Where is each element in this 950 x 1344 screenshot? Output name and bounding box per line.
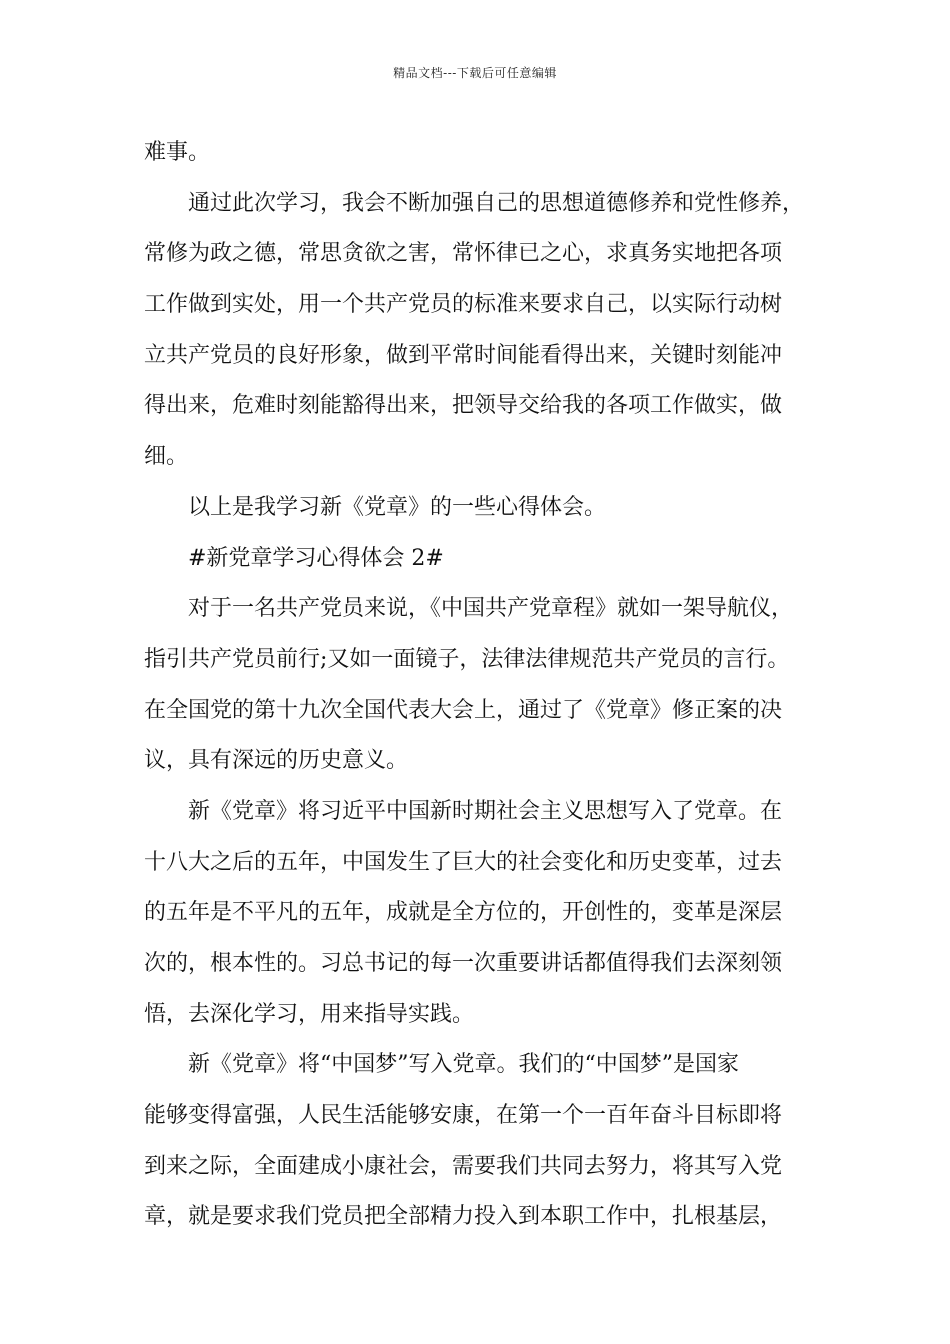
text-line: 指引共产党员前行;又如一面镜子，法律法律规范共产党员的言行。	[144, 646, 790, 672]
text-line: 通过此次学习，我会不断加强自己的思想道德修养和党性修养，	[188, 190, 805, 216]
text-line: 新《党章》将习近平中国新时期社会主义思想写入了党章。在	[188, 798, 783, 824]
text-line: 议，具有深远的历史意义。	[144, 748, 409, 774]
text-line: 细。	[144, 444, 189, 470]
text-line: 十八大之后的五年，中国发生了巨大的社会变化和历史变革，过去	[144, 849, 783, 875]
text-line: 次的，根本性的。习总书记的每一次重要讲话都值得我们去深刻领	[144, 951, 783, 976]
text-line: 章，就是要求我们党员把全部精力投入到本职工作中，扎根基层，	[144, 1204, 783, 1230]
text-line: 在全国党的第十九次全国代表大会上，通过了《党章》修正案的决	[144, 697, 783, 723]
text-line: 到来之际，全面建成小康社会，需要我们共同去努力，将其写入党	[144, 1153, 783, 1179]
text-line: 得出来，危难时刻能豁得出来，把领导交给我的各项工作做实，做	[144, 393, 783, 419]
page-header: 精品文档---下载后可任意编辑	[393, 66, 557, 80]
text-line: 能够变得富强，人民生活能够安康，在第一个一百年奋斗目标即将	[144, 1103, 783, 1129]
text-line: 对于一名共产党员来说，《中国共产党章程》就如一架导航仪，	[188, 596, 794, 622]
text-line: 悟，去深化学习，用来指导实践。	[144, 1001, 475, 1027]
document-body	[144, 128, 824, 1243]
text-line: 以上是我学习新《党章》的一些心得体会。	[188, 494, 607, 520]
text-line: 常修为政之德，常思贪欲之害，常怀律已之心，求真务实地把各项	[144, 241, 783, 267]
text-line: 难事。	[144, 140, 211, 165]
text-line: 立共产党员的良好形象，做到平常时间能看得出来，关键时刻能冲	[144, 342, 783, 368]
text-line: 工作做到实处，用一个共产党员的标准来要求自己，以实际行动树	[144, 292, 783, 318]
text-line: 的五年是不平凡的五年，成就是全方位的，开创性的，变革是深层	[144, 900, 783, 926]
text-line: 新《党章》将“中国梦”写入党章。我们的“中国梦”是国家	[188, 1052, 739, 1078]
section-heading: #新党章学习心得体会 2#	[188, 545, 444, 571]
